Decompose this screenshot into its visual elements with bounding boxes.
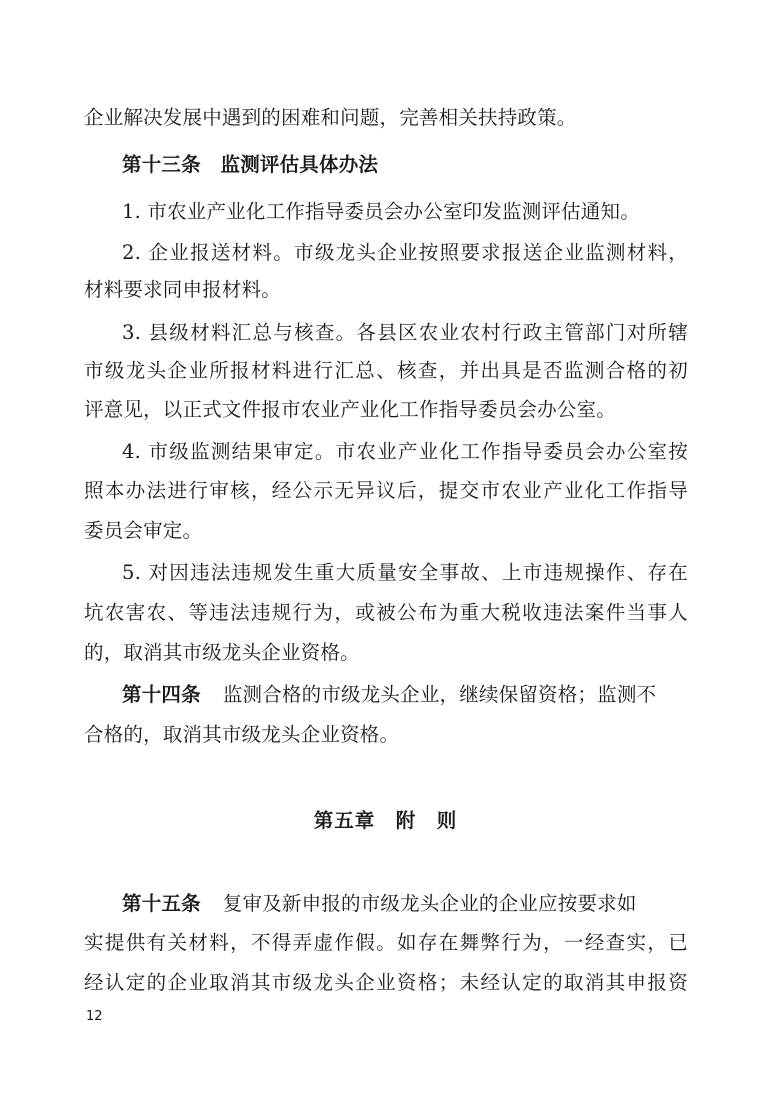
paragraph-line: 5. 对因违法违规发生重大质量安全事故、上市违规操作、存在 (122, 561, 688, 584)
paragraph-line (122, 891, 688, 917)
paragraph-line: 2. 企业报送材料。市级龙头企业按照要求报送企业监测材料， (122, 241, 688, 264)
paragraph-line: 的，取消其市级龙头企业资格。 (84, 641, 360, 664)
paragraph-line: 实提供有关材料，不得弄虚作假。如存在舞弊行为，一经查实，已 (84, 931, 688, 954)
paragraph-line: 4. 市级监测结果审定。市农业产业化工作指导委员会办公室按 (122, 440, 688, 463)
paragraph-line (122, 682, 688, 708)
paragraph-line: 市级龙头企业所报材料进行汇总、核查，并出具是否监测合格的初 (84, 359, 688, 382)
paragraph-line: 评意见，以正式文件报市农业产业化工作指导委员会办公室。 (84, 398, 616, 421)
paragraph-line: 照本办法进行审核，经公示无异议后，提交市农业产业化工作指导 (84, 479, 688, 502)
paragraph-line: 委员会审定。 (84, 519, 203, 542)
article-15-text: 复审及新申报的市级龙头企业的企业应按要求如 (222, 892, 637, 915)
paragraph-line: 材料要求同申报材料。 (84, 278, 282, 301)
article-14-heading: 第十四条 (122, 683, 201, 706)
article-13-heading: 第十三条 监测评估具体办法 (122, 153, 379, 176)
article-14-text: 监测合格的市级龙头企业，继续保留资格；监测不 (222, 683, 657, 706)
paragraph-line: 1. 市农业产业化工作指导委员会办公室印发监测评估通知。 (122, 200, 640, 223)
paragraph-line: 企业解决发展中遇到的困难和问题，完善相关扶持政策。 (84, 106, 577, 129)
article-15-heading: 第十五条 (122, 892, 201, 915)
paragraph-line: 经认定的企业取消其市级龙头企业资格；未经认定的取消其申报资 (84, 971, 688, 994)
paragraph-line: 合格的，取消其市级龙头企业资格。 (84, 723, 400, 746)
page-number: 12 (86, 1009, 103, 1024)
chapter-heading: 第五章 附 则 (313, 809, 458, 832)
paragraph-line: 3. 县级材料汇总与核查。各县区农业农村行政主管部门对所辖 (122, 321, 688, 344)
paragraph-line: 坑农害农、等违法违规行为，或被公布为重大税收违法案件当事人 (84, 601, 688, 624)
